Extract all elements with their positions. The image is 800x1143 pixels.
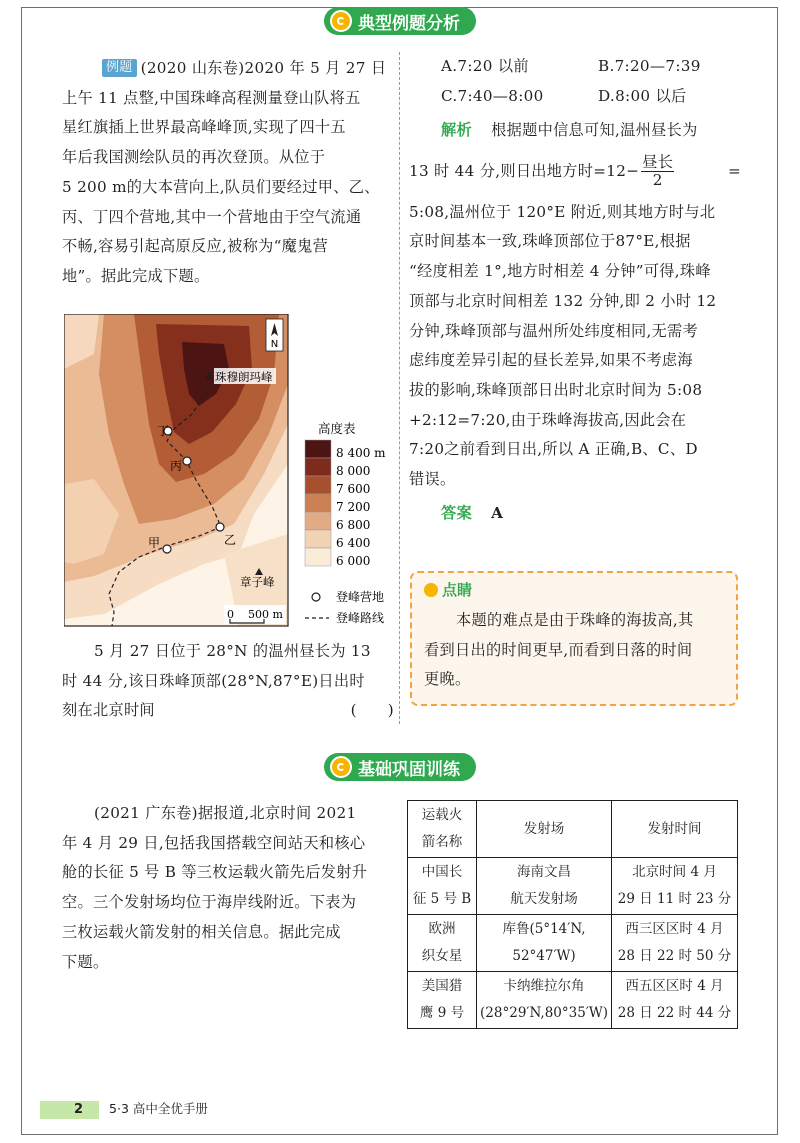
example-line: 不畅,容易引起高原反应,被称为“魔鬼营 — [62, 237, 329, 256]
scale-zero: 0 — [227, 608, 234, 621]
legend-label: 7 200 — [336, 500, 371, 514]
legend-route-label: 登峰路线 — [336, 611, 385, 625]
question-line: 刻在北京时间 ( ) — [62, 696, 398, 726]
exercise-line: 舱的长征 5 号 B 等三枚运载火箭先后发射升 — [62, 863, 368, 882]
section-banner-basic-training — [324, 753, 476, 781]
legend-camp-icon — [312, 593, 320, 601]
exercise-line: (2021 广东卷)据报道,北京时间 2021 — [94, 804, 357, 822]
table-row — [408, 915, 738, 972]
launch-table — [407, 800, 738, 1029]
camp-label-ding: 丁 — [157, 424, 170, 438]
example-line: 年后我国测绘队员的再次登顶。从位于 — [62, 148, 326, 167]
table-cell: 西五区区时 4 月 28 日 22 时 44 分 — [612, 972, 738, 1029]
legend-label: 6 800 — [336, 518, 371, 532]
legend-label: 6 400 — [336, 536, 371, 550]
legend-label: 7 600 — [336, 482, 371, 496]
scale-label: 500 m — [248, 608, 283, 621]
table-header-cell: 发射时间 — [612, 801, 738, 858]
camp-label-yi: 乙 — [224, 533, 237, 547]
answer-label: 答案 — [441, 503, 472, 522]
analysis-line: 5:08,温州位于 120°E 附近,则其地方时与北 — [409, 202, 716, 221]
legend-swatch — [305, 512, 331, 530]
example-tag: 例题 — [102, 59, 137, 77]
example-line: 上午 11 点整,中国珠峰高程测量登山队将五 — [62, 88, 361, 107]
page-footer — [40, 1099, 240, 1117]
example-line: 5 200 m的大本营向上,队员们要经过甲、乙、 — [62, 177, 380, 196]
section-title: 基础巩固训练 — [358, 759, 460, 780]
page-number: 2 — [40, 1101, 99, 1119]
analysis-line: 13 时 44 分,则日出地方时=12− $\frac{\text{昼长}}{2}$ = — [409, 153, 741, 190]
tip-line: 更晚。 — [424, 670, 471, 689]
options — [441, 52, 741, 112]
tip-box — [410, 571, 738, 706]
tip-line: 看到日出的时间更早,而看到日落的时间 — [424, 640, 693, 659]
option-b: B.7:20—7:39 — [598, 57, 701, 75]
legend-label: 6 000 — [336, 554, 371, 568]
question-line: 5 月 27 日位于 28°N 的温州昼长为 13 — [94, 642, 371, 660]
everest-topographic-map — [64, 314, 394, 630]
exercise-line: 年 4 月 29 日,包括我国搭载空间站天和核心 — [62, 833, 366, 852]
question-text — [62, 637, 398, 726]
answer-value: A — [491, 503, 504, 522]
legend-swatches — [305, 440, 386, 568]
analysis-line: 顶部与北京时间相差 132 分钟,即 2 小时 12 — [409, 291, 717, 310]
table-cell: 西三区区时 4 月 28 日 22 时 50 分 — [612, 915, 738, 972]
question-line: 时 44 分,该日珠峰顶部(28°N,87°E)日出时 — [62, 671, 365, 690]
analysis-line: 7:20之前看到日出,所以 A 正确,B、C、D — [409, 440, 698, 459]
tip-title: 点睛 — [424, 579, 472, 600]
peak-label: 珠穆朗玛峰 — [215, 370, 273, 384]
north-label: N — [270, 339, 279, 350]
peak2-label: 章子峰 — [240, 575, 275, 589]
table-cell: 中国长 征 5 号 B — [408, 858, 477, 915]
north-arrow-icon — [266, 319, 283, 351]
table-row — [408, 858, 738, 915]
exercise-line: 下题。 — [62, 952, 109, 971]
analysis-label: 解析 — [441, 121, 472, 139]
table-cell: 美国猎 鹰 9 号 — [408, 972, 477, 1029]
analysis-line: 分钟,珠峰顶部与温州所处纬度相同,无需考 — [409, 321, 699, 340]
camp-marker — [163, 545, 171, 553]
example-line: 星红旗插上世界最高峰峰顶,实现了四十五 — [62, 118, 346, 137]
analysis-line: 错误。 — [409, 470, 456, 489]
table-cell: 库鲁(5°14′N, 52°47′W) — [477, 915, 612, 972]
camp-label-jia: 甲 — [148, 536, 161, 550]
legend-swatch — [305, 548, 331, 566]
analysis-text — [409, 116, 741, 528]
coin-icon — [330, 10, 352, 32]
table-cell: 欧洲 织女星 — [408, 915, 477, 972]
example-line: 例题 (2020 山东卷)2020 年 5 月 27 日 — [62, 54, 398, 84]
analysis-line: 京时间基本一致,珠峰顶部位于87°E,根据 — [409, 232, 691, 251]
coin-icon — [330, 756, 352, 778]
answer-blank: ( ) — [350, 701, 394, 720]
legend-swatch — [305, 458, 331, 476]
exercise-line: 空。三个发射场均位于海岸线附近。下表为 — [62, 893, 357, 912]
table-header-cell: 发射场 — [477, 801, 612, 858]
column-divider — [399, 52, 400, 724]
table-cell: 北京时间 4 月 29 日 11 时 23 分 — [612, 858, 738, 915]
exercise-text — [62, 799, 394, 977]
example-line: 地”。据此完成下题。 — [62, 266, 210, 285]
tip-line: 本题的难点是由于珠峰的海拔高,其 — [456, 611, 694, 629]
lightbulb-icon — [424, 583, 438, 597]
legend-swatch — [305, 530, 331, 548]
table-cell: 卡纳维拉尔角 (28°29′N,80°35′W) — [477, 972, 612, 1029]
camp-marker — [216, 523, 224, 531]
option-a: A.7:20 以前 — [441, 57, 529, 75]
legend-label: 8 400 m — [336, 446, 386, 460]
analysis-line: 解析 根据题中信息可知,温州昼长为 — [441, 121, 698, 139]
legend-swatch — [305, 494, 331, 512]
legend-swatch — [305, 440, 331, 458]
table-header-row — [408, 801, 738, 858]
section-banner-typical-examples — [324, 7, 476, 35]
legend-label: 8 000 — [336, 464, 371, 478]
answer-line — [409, 499, 741, 529]
camp-label-bing: 丙 — [170, 459, 183, 473]
table-cell: 海南文昌 航天发射场 — [477, 858, 612, 915]
tip-text — [424, 606, 736, 695]
exercise-line: 三枚运载火箭发射的相关信息。据此完成 — [62, 922, 341, 941]
camp-marker — [183, 457, 191, 465]
fraction: $\frac{\text{昼长}}{2}$ — [642, 153, 674, 190]
analysis-line: 虑纬度差异引起的昼长差异,如果不考虑海 — [409, 351, 693, 370]
option-d: D.8:00 以后 — [598, 87, 687, 105]
analysis-line: +2:12=7:20,由于珠峰海拔高,因此会在 — [409, 410, 687, 429]
book-title: 5·3 高中全优手册 — [109, 1101, 208, 1116]
analysis-line: 拔的影响,珠峰顶部日出时北京时间为 5:08 — [409, 380, 703, 399]
example-text — [62, 54, 398, 292]
table-header-cell: 运载火 箭名称 — [408, 801, 477, 858]
table-row — [408, 972, 738, 1029]
section-title: 典型例题分析 — [358, 13, 460, 34]
legend-swatch — [305, 476, 331, 494]
example-line: 丙、丁四个营地,其中一个营地由于空气流通 — [62, 207, 362, 226]
legend-camp-label: 登峰营地 — [336, 590, 385, 604]
legend-title: 高度表 — [318, 421, 356, 436]
analysis-line: “经度相差 1°,地方时相差 4 分钟”可得,珠峰 — [409, 262, 711, 281]
option-c: C.7:40—8:00 — [441, 87, 544, 105]
